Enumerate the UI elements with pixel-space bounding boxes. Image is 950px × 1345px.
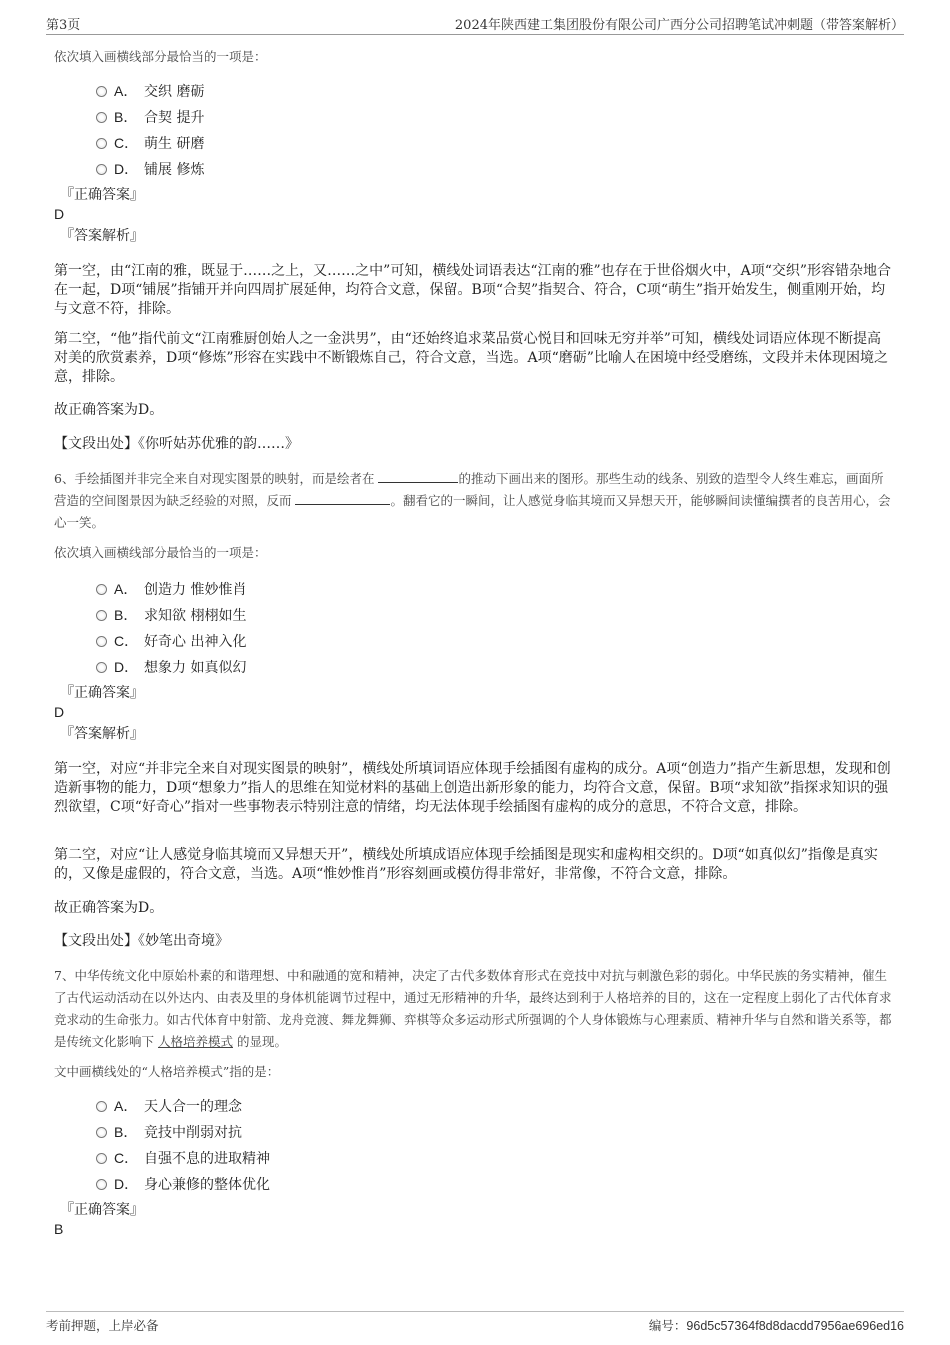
radio-icon[interactable] (96, 1179, 107, 1190)
radio-icon[interactable] (96, 1101, 107, 1112)
q5-source: 【文段出处】《你听姑苏优雅的韵……》 (54, 436, 299, 452)
radio-icon[interactable] (96, 164, 107, 175)
q5-conclusion: 故正确答案为D。 (54, 402, 164, 418)
option-text: 萌生 研磨 (144, 136, 205, 152)
q5-prompt: 依次填入画横线部分最恰当的一项是： (54, 49, 267, 64)
option-text: 天人合一的理念 (144, 1099, 242, 1115)
radio-icon[interactable] (96, 86, 107, 97)
option-letter: C． (114, 633, 139, 649)
q6-option-d[interactable] (54, 654, 894, 680)
q5-answer-section (54, 186, 894, 246)
answer-label: 『正确答案』 (60, 685, 144, 701)
option-text: 求知欲 栩栩如生 (144, 608, 247, 624)
q7-text-1: 7、中华传统文化中原始朴素的和谐理想、中和融通的宽和精神，决定了古代多数体育形式在竞技中对抗与刺激色彩的弱化。中华民族的务实精神，催生了古代运动活动在以外达内、由表及里的身体机能调节过程中，通过无形精神的升华，最终达到利于人格培养的目的，这在一定程度上弱化了古代体育求竞求动的生命张力。如古代体育中射箭、龙舟竞渡、舞龙舞狮、弈棋等众多运动形式所强调的个人身体锻炼与心理素质、精神升华与自然和谐关系等，都是传统文化影响下 (54, 968, 892, 1049)
radio-icon[interactable] (96, 1153, 107, 1164)
option-letter: B． (114, 1124, 138, 1140)
analysis-label: 『答案解析』 (60, 726, 144, 742)
q6-options (54, 576, 894, 680)
code-label: 编号： (648, 1319, 687, 1333)
option-text: 交织 磨砺 (144, 84, 205, 100)
option-letter: A． (114, 1098, 138, 1114)
answer-value: D (54, 704, 65, 720)
code-value: 96d5c57364f8d8dacdd7956ae696ed16 (686, 1319, 904, 1333)
page-header (46, 14, 904, 35)
analysis-label: 『答案解析』 (60, 228, 144, 244)
page-footer (46, 1311, 904, 1334)
option-text: 自强不息的进取精神 (144, 1151, 270, 1167)
radio-icon[interactable] (96, 1127, 107, 1138)
q7-option-c[interactable] (54, 1145, 894, 1171)
q7-prompt: 文中画横线处的“人格培养模式”指的是： (54, 1064, 280, 1079)
q5-options (54, 78, 894, 182)
option-letter: C． (114, 135, 139, 151)
q7-question (54, 965, 894, 1053)
option-text: 好奇心 出神入化 (144, 634, 247, 650)
option-text: 竞技中削弱对抗 (144, 1125, 242, 1141)
option-text: 身心兼修的整体优化 (144, 1177, 270, 1193)
option-letter: A． (114, 83, 138, 99)
q6-blank-1 (378, 470, 458, 483)
q6-option-a[interactable] (54, 576, 894, 602)
q6-analysis-1: 第一空，对应“并非完全来自对现实图景的映射”，横线处所填词语应体现手绘插图有虚构的成分。A项“创造力”指产生新思想，发现和创造新事物的能力，D项“想象力”指人的思维在知觉材料的基础上创造出新形象的能力，均符合文意，保留。B项“求知欲”指探求知识的强烈欲望，C项“好奇心”指对一些事物表示特别注意的情绪，均无法体现手绘插图有虚构的成分的意思，不符合文意，排除。 (54, 761, 891, 815)
option-letter: B． (114, 109, 138, 125)
q6-analysis-2: 第二空，对应“让人感觉身临其境而又异想天开”，横线处所填成语应体现手绘插图是现实和虚构相交织的。D项“如真似幻”指像是真实的，又像是虚假的，符合文意，当选。A项“惟妙惟肖”形容刻画或模仿得非常好，非常像，不符合文意，排除。 (54, 847, 878, 882)
q7-option-a[interactable] (54, 1093, 894, 1119)
option-text: 合契 提升 (144, 110, 205, 126)
radio-icon[interactable] (96, 610, 107, 621)
q7-text-2: 的显现。 (233, 1034, 287, 1049)
answer-value: D (54, 206, 65, 222)
q5-option-d[interactable] (54, 156, 894, 182)
q6-answer-section (54, 684, 894, 744)
radio-icon[interactable] (96, 584, 107, 595)
q5-option-a[interactable] (54, 78, 894, 104)
radio-icon[interactable] (96, 662, 107, 673)
q6-option-c[interactable] (54, 628, 894, 654)
q6-blank-2 (295, 492, 390, 505)
answer-label: 『正确答案』 (60, 187, 144, 203)
option-letter: C． (114, 1150, 139, 1166)
option-letter: B． (114, 607, 138, 623)
answer-label: 『正确答案』 (60, 1202, 144, 1218)
q6-text-3: 。翻看它的一瞬间，让人感觉身临其境而又异想天开，能够瞬间读懂编撰者的良苦用心，会心一笑。 (54, 493, 891, 530)
option-text: 铺展 修炼 (144, 162, 205, 178)
option-text: 想象力 如真似幻 (144, 660, 247, 676)
radio-icon[interactable] (96, 636, 107, 647)
q7-answer-section (54, 1201, 894, 1239)
radio-icon[interactable] (96, 112, 107, 123)
q7-options (54, 1093, 894, 1197)
answer-value: B (54, 1221, 64, 1237)
q6-text-1: 6、手绘插图并非完全来自对现实图景的映射，而是绘者在 (54, 471, 379, 486)
radio-icon[interactable] (96, 138, 107, 149)
q6-question (54, 468, 894, 534)
document-title: 2024年陕西建工集团股份有限公司广西分公司招聘笔试冲刺题（带答案解析） (454, 18, 904, 33)
q7-option-b[interactable] (54, 1119, 894, 1145)
q5-analysis-1: 第一空，由“江南的雅，既显于……之上，又……之中”可知，横线处词语表达“江南的雅”也存在于世俗烟火中，A项“交织”形容错杂地合在一起，D项“铺展”指铺开并向四周扩展延伸，均符合文意，保留。B项“合契”指契合、符合，C项“萌生”指开始发生，侧重刚开始，均与文意不符，排除。 (54, 263, 892, 317)
q7-underlined-phrase: 人格培养模式 (157, 1034, 233, 1049)
footer-slogan: 考前押题，上岸必备 (46, 1318, 159, 1333)
q6-text-2: 的推动下画出来的图形。那些生动的线条、别致的造型令人终生难忘，画面所营造的空间图景因为缺乏经验的对照，反而 (54, 471, 884, 508)
q7-option-d[interactable] (54, 1171, 894, 1197)
option-letter: D． (114, 1176, 139, 1192)
option-text: 创造力 惟妙惟肖 (144, 582, 247, 598)
option-letter: D． (114, 659, 139, 675)
page-number: 第3页 (46, 18, 81, 33)
q5-option-b[interactable] (54, 104, 894, 130)
q6-source: 【文段出处】《妙笔出奇境》 (54, 933, 229, 949)
option-letter: A． (114, 581, 138, 597)
q6-prompt: 依次填入画横线部分最恰当的一项是： (54, 545, 267, 560)
q5-option-c[interactable] (54, 130, 894, 156)
q5-analysis-2: 第二空，“他”指代前文“江南雅厨创始人之一金洪男”，由“还始终追求菜品赏心悦目和回味无穷并举”可知，横线处词语应体现不断提高对美的欣赏素养，D项“修炼”形容在实践中不断锻炼自己，符合文意，当选。A项“磨砺”比喻人在困境中经受磨练，文段并未体现困境之意，排除。 (54, 331, 888, 385)
q6-conclusion: 故正确答案为D。 (54, 900, 164, 916)
q6-option-b[interactable] (54, 602, 894, 628)
document-code (649, 1316, 904, 1334)
option-letter: D． (114, 161, 139, 177)
